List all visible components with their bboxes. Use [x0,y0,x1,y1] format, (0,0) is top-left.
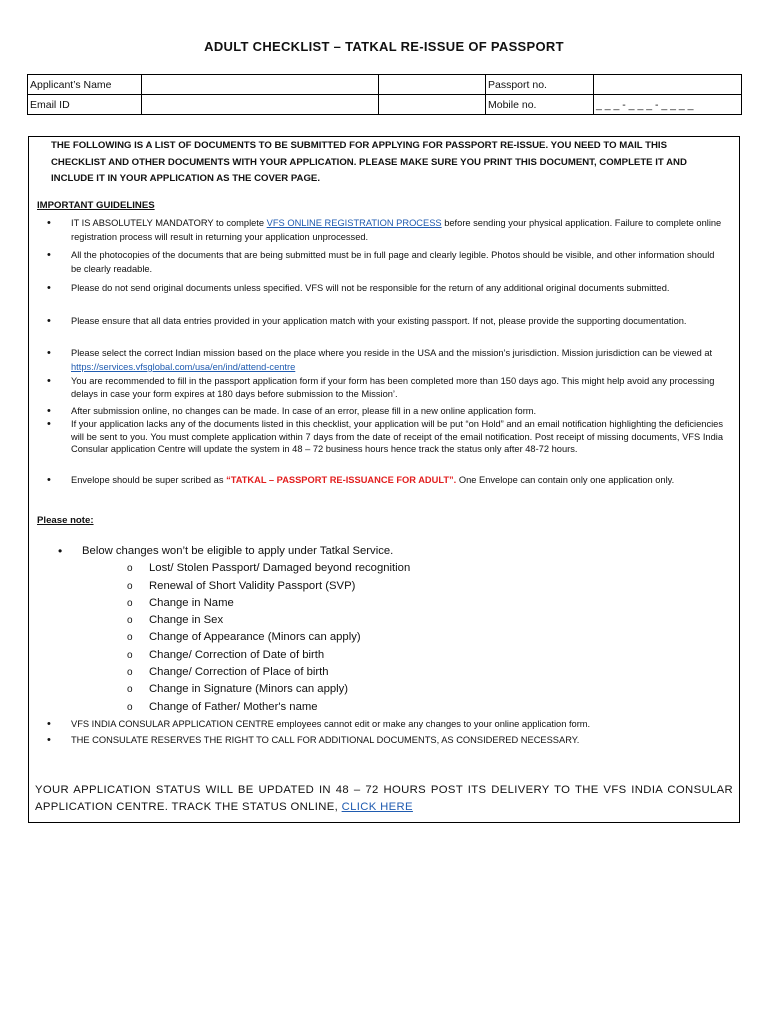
bullet-icon: • [47,375,51,387]
circle-bullet-icon: o [127,581,133,592]
circle-bullet-icon: o [127,598,133,609]
guideline-item: • If your application lacks any of the documents listed in this checklist, your application will be put “on Hold” and an email notification highlighting the deficiencies will be sent to you. You must complete application within 7 days from the date of receipt of the email notification. Post receipt of missing documents, VFS India Consular application Centre will update the system in 48 – 72 business hours hence track the status only after 48-72 hours. [47,418,723,455]
applicant-name-field-extra[interactable] [379,75,486,95]
applicant-info-table [27,74,742,115]
bullet-icon: • [47,347,51,359]
circle-bullet-icon: o [127,667,133,678]
guideline-item: • You are recommended to fill in the passport application form if your form has been completed more than 150 days ago. This might help avoid any processing delays in case your form expires at 180 days before submission to the Mission’. [47,375,715,399]
guideline-item: • Please select the correct Indian mission based on the place where you reside in the USA and the mission’s jurisdiction. Mission jurisdiction can be viewed at https://services.vfsglobal.com/usa/en/ind/attend-centre [47,347,713,372]
mobile-label: Mobile no. [486,95,594,115]
circle-bullet-icon: o [127,684,133,695]
bullet-icon: • [47,249,51,261]
bullet-icon: • [47,418,51,430]
note-item: • THE CONSULATE RESERVES THE RIGHT TO CALL FOR ADDITIONAL DOCUMENTS, AS CONSIDERED NECESSARY. [47,734,580,746]
email-label: Email ID [28,95,142,115]
status-footer: YOUR APPLICATION STATUS WILL BE UPDATED IN 48 – 72 HOURS POST ITS DELIVERY TO THE VFS INDIA CONSULAR APPLICATION CENTRE. TRACK THE STATUS ONLINE, CLICK HERE [35,784,733,813]
intro-text: THE FOLLOWING IS A LIST OF DOCUMENTS TO BE SUBMITTED FOR APPLYING FOR PASSPORT RE-ISSUE. YOU NEED TO MAIL THIS CHECKLIST AND OTHER DOCUMENTS WITH YOUR APPLICATION. PLEASE MAKE SURE YOU PRINT THIS DOCUMENT, COMPLETE IT AND INCLUDE IT IN YOUR APPLICATION AS THE COVER PAGE. [51,140,687,184]
bullet-icon: • [58,544,63,558]
note-heading: Please note: [37,515,94,526]
circle-bullet-icon: o [127,615,133,626]
ineligible-change-item: o Change in Sex [127,614,224,626]
mobile-field[interactable]: _ _ _ - _ _ _ - _ _ _ _ [594,95,742,115]
guideline-item: • After submission online, no changes can be made. In case of an error, please fill in a new online application form. [47,405,537,417]
guideline-item: • All the photocopies of the documents that are being submitted must be in full page and clearly legible. Photos should be visible, and other information should be clearly readable. [47,249,715,274]
guideline-item: • Please do not send original documents unless specified. VFS will not be responsible for the return of any additional original documents submitted. [47,282,670,294]
ineligible-change-item: o Change of Appearance (Minors can apply) [127,631,361,643]
vfs-registration-link[interactable]: VFS ONLINE REGISTRATION PROCESS [266,218,442,228]
passport-no-field[interactable] [594,75,742,95]
track-status-link[interactable]: CLICK HERE [341,801,413,813]
bullet-icon: • [47,405,51,417]
circle-bullet-icon: o [127,702,133,713]
applicant-name-label: Applicant’s Name [28,75,142,95]
guideline-item: • IT IS ABSOLUTELY MANDATORY to complete VFS ONLINE REGISTRATION PROCESS before sending your physical application. Failure to complete online registration process will result in returning your application unprocessed. [47,217,722,242]
ineligible-change-item: o Change in Signature (Minors can apply) [127,683,349,695]
ineligible-change-item: o Change/ Correction of Place of birth [127,666,329,678]
envelope-label-highlight: “TATKAL – PASSPORT RE-ISSUANCE FOR ADULT”. [226,475,457,485]
bullet-icon: • [47,282,51,294]
guideline-item: • Please ensure that all data entries provided in your application match with your existing passport. If not, please provide the supporting documentation. [47,315,687,327]
page-title: ADULT CHECKLIST – TATKAL RE-ISSUE OF PASSPORT [204,39,564,54]
bullet-icon: • [47,315,51,327]
bullet-icon: • [47,474,51,486]
ineligible-change-item: o Change/ Correction of Date of birth [127,649,325,661]
circle-bullet-icon: o [127,563,133,574]
circle-bullet-icon: o [127,632,133,643]
bullet-icon: • [47,718,51,730]
circle-bullet-icon: o [127,650,133,661]
guideline-item: • Envelope should be super scribed as “TATKAL – PASSPORT RE-ISSUANCE FOR ADULT”. One Envelope can contain only one application only. [47,474,675,486]
ineligible-change-item: o Renewal of Short Validity Passport (SVP) [127,580,356,592]
ineligible-change-item: o Change in Name [127,597,234,609]
guidelines-heading: IMPORTANT GUIDELINES [37,200,155,211]
ineligible-change-item: o Change of Father/ Mother's name [127,701,318,713]
attend-centre-link[interactable]: https://services.vfsglobal.com/usa/en/ind/attend-centre [71,362,296,372]
passport-no-label: Passport no. [486,75,594,95]
checklist-box [28,136,740,823]
email-field[interactable] [142,95,379,115]
bullet-icon: • [47,734,51,746]
bullet-icon: • [47,217,51,229]
email-field-extra[interactable] [379,95,486,115]
ineligible-change-item: o Lost/ Stolen Passport/ Damaged beyond recognition [127,562,411,574]
note-item: • VFS INDIA CONSULAR APPLICATION CENTRE employees cannot edit or make any changes to your online application form. [47,718,591,730]
applicant-name-field[interactable] [142,75,379,95]
note-main-item: • Below changes won’t be eligible to apply under Tatkal Service. [58,544,394,558]
